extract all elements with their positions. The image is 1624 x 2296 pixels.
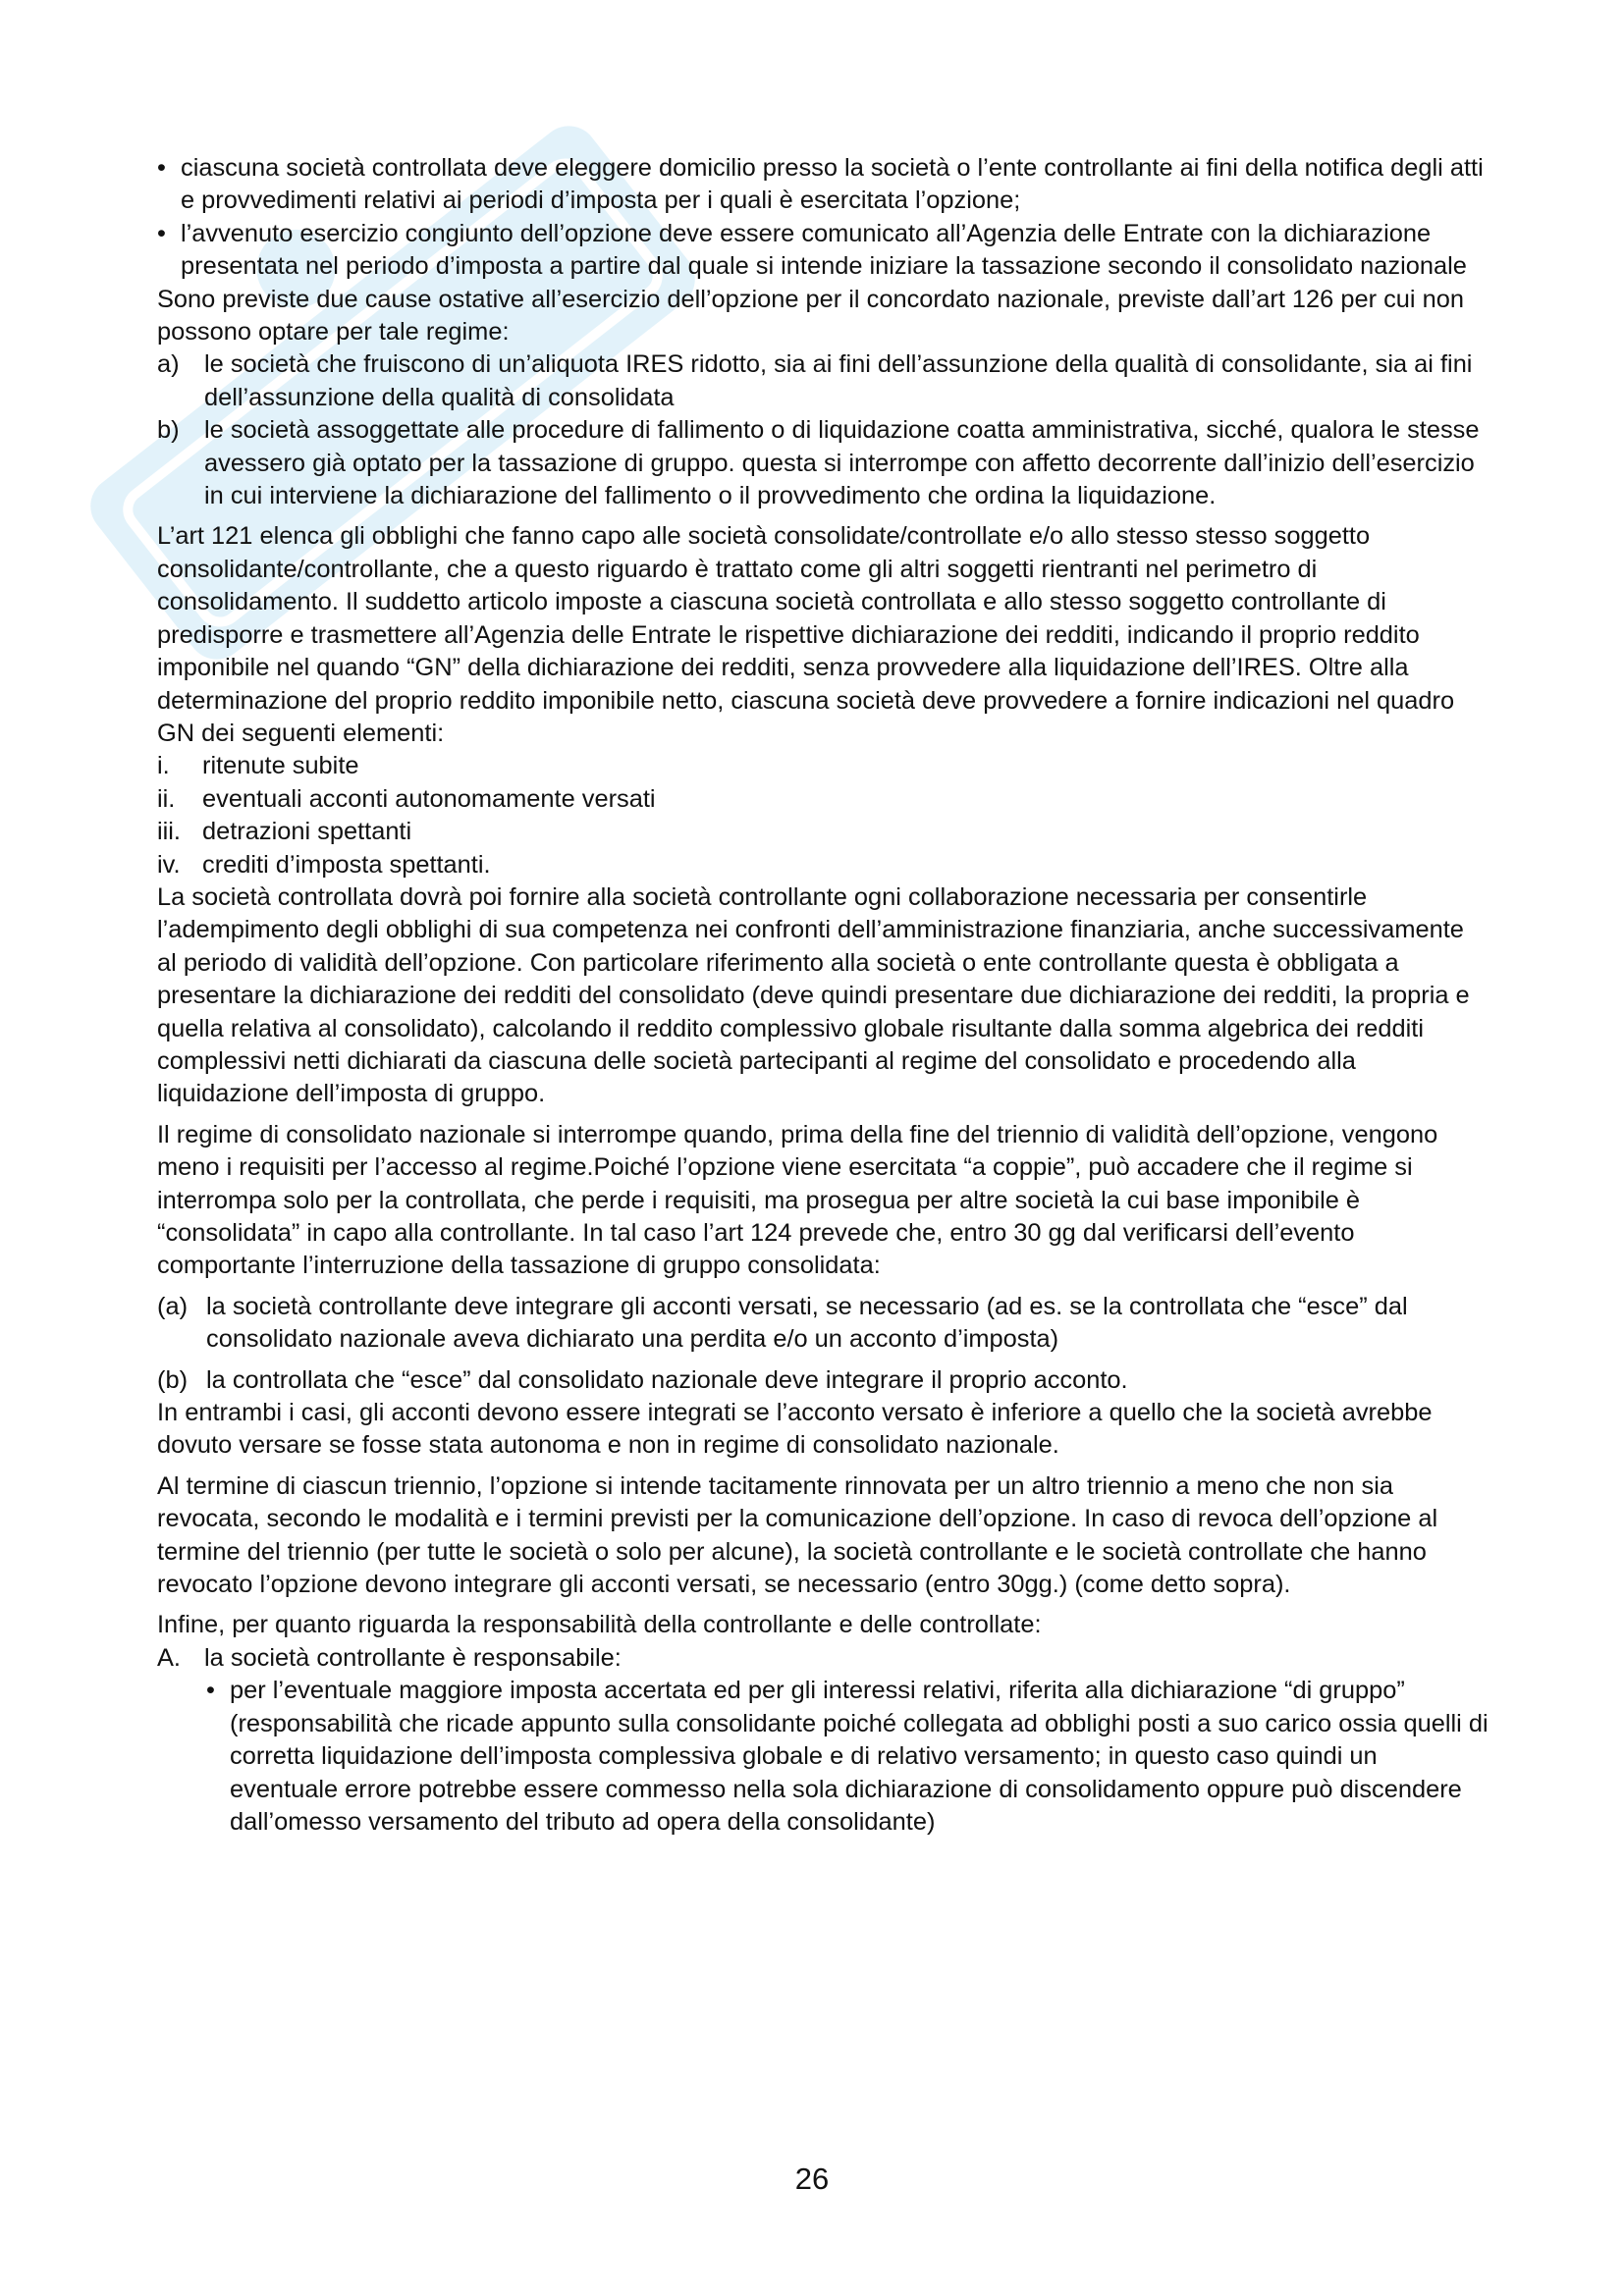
paragraph-collaborazione: La società controllata dovrà poi fornire alla società controllante ogni collaborazione necessaria per consentirle l’adempimento degli obblighi di sua competenza nei confronti dell’amministrazione finanziaria, anche successivamente al periodo di validità dell’opzione. Con particolare riferimento alla società o ente controllante questa è obbligata a presentare la dichiarazione dei redditi del consolidato (deve quindi presentare due dichiarazione dei redditi, la propria e quella relativa al consolidato), calcolando il reddito complessivo globale risultante dalla somma algebrica dei redditi complessivi netti dichiarati da ciascuna delle società partecipanti al regime del consolidato e procedendo alla liquidazione dell’imposta di gruppo. xyxy=(157,882,1470,1108)
bullet-text: per l’eventuale maggiore imposta accertata ed per gli interessi relativi, riferita alla dichiarazione “di gruppo” (responsabilità che ricade appunto sulla consolidante poiché collegata ad obblighi posti a suo carico ossia quelli di corretta liquidazione dell’imposta complessiva globale e di relativo versamento; in questo caso quindi un eventuale errore potrebbe essere commesso nella sola dichiarazione di consolidamento oppure può discendere dall’omesso versamento del tributo ad opera della consolidante) xyxy=(230,1677,1489,1836)
document-body xyxy=(157,152,1489,1839)
list-item xyxy=(157,750,1489,782)
paragraph-interruzione: Il regime di consolidato nazionale si interrompe quando, prima della fine del triennio di validità dell’opzione, vengono meno i requisiti per l’accesso al regime.Poiché l’opzione viene esercitata “a coppie”, può accadere che il regime si interrompa solo per la controllata, che perde i requisiti, ma prosegua per altre società la cui base imponibile è “consolidata” in capo alla controllante. In tal caso l’art 124 prevede che, entro 30 gg dal verificarsi dell’evento comportante l’interruzione della tassazione di gruppo consolidata: xyxy=(157,1120,1438,1280)
list-label: a) xyxy=(157,350,180,379)
list-label: (b) xyxy=(157,1365,189,1394)
bullet-icon: • xyxy=(157,154,166,182)
bullet-text: l’avvenuto esercizio congiunto dell’opzione deve essere comunicato all’Agenzia delle Entrate con la dichiarazione presentata nel periodo d’imposta a partire dal quale si intende iniziare la tassazione secondo il consolidato nazionale xyxy=(181,219,1467,281)
list-label: (a) xyxy=(157,1292,189,1320)
list-item xyxy=(157,1364,1489,1397)
list-text: eventuali acconti autonomamente versati xyxy=(202,784,656,813)
paragraph-entrambi: In entrambi i casi, gli acconti devono essere integrati se l’acconto versato è inferiore a quello che la società avrebbe dovuto versare se fosse stata autonoma e non in regime di consolidato nazionale. xyxy=(157,1399,1433,1460)
paragraph-cause-ostative: Sono previste due cause ostative all’esercizio dell’opzione per il concordato nazionale, previste dall’art 126 per cui non possono optare per tale regime: xyxy=(157,285,1464,347)
list-label: b) xyxy=(157,416,180,445)
list-label: iii. xyxy=(157,818,181,846)
list-item xyxy=(157,849,1489,881)
list-label: A. xyxy=(157,1643,181,1672)
bullet-item xyxy=(206,1675,1489,1839)
page-number: 26 xyxy=(794,2162,830,2196)
list-text: crediti d’imposta spettanti. xyxy=(202,850,491,879)
list-text: la società controllante deve integrare gli acconti versati, se necessario (ad es. se la controllata che “esce” dal consolidato nazionale aveva dichiarato una perdita e/o un acconto d’imposta) xyxy=(206,1292,1408,1354)
list-text: le società assoggettate alle procedure di fallimento o di liquidazione coatta amministrativa, sicché, qualora le stesse avessero già optato per la tassazione di gruppo. questa si interrompe con affetto decorrente dall’inizio dell’esercizio in cui interviene la dichiarazione del fallimento o il provvedimento che ordina la liquidazione. xyxy=(204,416,1480,510)
list-text: detrazioni spettanti xyxy=(202,818,412,846)
list-text: la controllata che “esce” dal consolidato nazionale deve integrare il proprio acconto. xyxy=(206,1365,1128,1394)
list-text: ritenute subite xyxy=(202,752,359,780)
list-label: iv. xyxy=(157,850,181,879)
list-item xyxy=(157,1291,1489,1357)
bullet-text: ciascuna società controllata deve eleggere domicilio presso la società o l’ente controllante ai fini della notifica degli atti e provvedimenti relativi ai periodi d’imposta per i quali è esercitata l’opzione; xyxy=(181,154,1484,215)
list-item xyxy=(157,816,1489,848)
bullet-icon: • xyxy=(206,1677,215,1705)
list-item xyxy=(157,1642,1489,1675)
bullet-item xyxy=(157,152,1489,218)
list-label: i. xyxy=(157,752,170,780)
list-item xyxy=(157,783,1489,816)
list-item xyxy=(157,348,1489,414)
list-text: le società che fruiscono di un’aliquota IRES ridotto, sia ai fini dell’assunzione della qualità di consolidante, sia ai fini dell’assunzione della qualità di consolidata xyxy=(204,350,1473,411)
paragraph-infine: Infine, per quanto riguarda la responsabilità della controllante e delle controllate: xyxy=(157,1611,1042,1639)
paragraph-art-121: L’art 121 elenca gli obblighi che fanno capo alle società consolidate/controllate e/o allo stesso stesso soggetto consolidante/controllante, che a questo riguardo è trattato come gli altri soggetti rientranti nel perimetro di consolidamento. Il suddetto articolo imposte a ciascuna società controllata e allo stesso soggetto controllante di predisporre e trasmettere all’Agenzia delle Entrate le rispettive dichiarazione dei redditi, indicando il proprio reddito imponibile nel quando “GN” della dichiarazione dei redditi, senza provvedere alla liquidazione dell’IRES. Oltre alla determinazione del proprio reddito imponibile netto, ciascuna società deve provvedere a fornire indicazioni nel quadro GN dei seguenti elementi: xyxy=(157,522,1455,747)
bullet-item xyxy=(157,218,1489,284)
list-label: ii. xyxy=(157,784,176,813)
bullet-icon: • xyxy=(157,219,166,247)
list-item xyxy=(157,414,1489,512)
list-text: la società controllante è responsabile: xyxy=(204,1643,622,1672)
paragraph-triennio: Al termine di ciascun triennio, l’opzione si intende tacitamente rinnovata per un altro triennio a meno che non sia revocata, secondo le modalità e i termini previsti per la comunicazione dell’opzione. In caso di revoca dell’opzione al termine del triennio (per tutte le società o solo per alcune), la società controllante e le società controllate che hanno revocato l’opzione devono integrare gli acconti versati, se necessario (entro 30gg.) (come detto sopra). xyxy=(157,1471,1438,1599)
